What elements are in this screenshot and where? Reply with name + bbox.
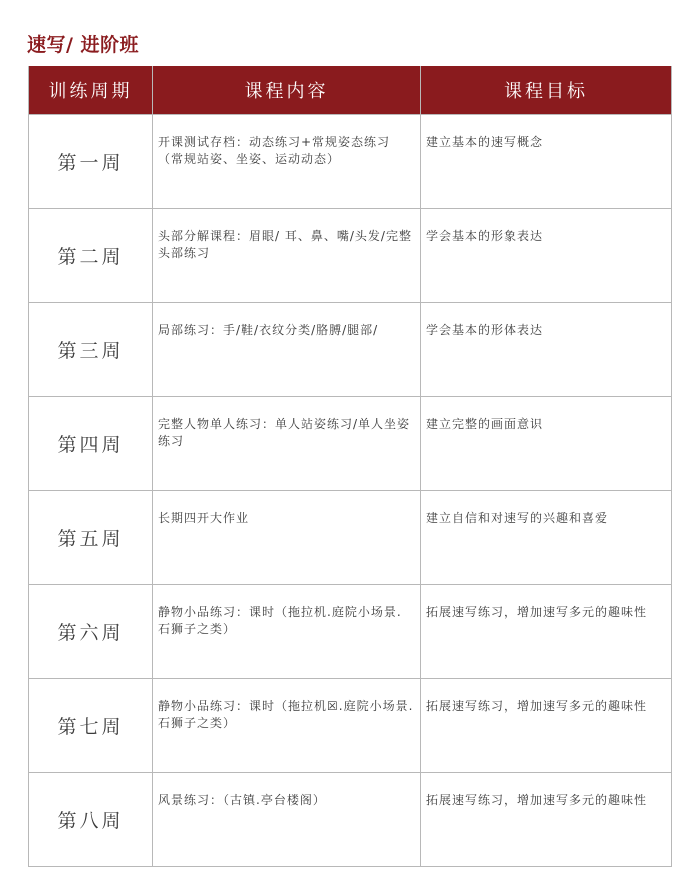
table-row (29, 585, 672, 679)
content-text: 开课测试存档：动态练习+常规姿态练习（常规站姿、坐姿、运动动态） (158, 135, 391, 166)
goal-text: 建立完整的画面意识 (426, 417, 544, 431)
content-cell (153, 303, 421, 397)
content-cell (153, 679, 421, 773)
content-text: 完整人物单人练习：单人站姿练习/单人坐姿练习 (158, 417, 411, 448)
content-cell (153, 491, 421, 585)
table-row (29, 303, 672, 397)
page-title: 速写/ 进阶班 (27, 34, 140, 56)
column-header-content: 课程内容 (153, 66, 421, 115)
goal-cell (421, 491, 672, 585)
goal-text: 拓展速写练习，增加速写多元的趣味性 (426, 793, 648, 807)
content-cell (153, 209, 421, 303)
goal-cell (421, 585, 672, 679)
goal-text: 建立基本的速写概念 (426, 135, 544, 149)
table-row (29, 773, 672, 867)
week-cell: 第三周 (29, 303, 153, 397)
table-row (29, 397, 672, 491)
goal-cell (421, 303, 672, 397)
content-text: 长期四开大作业 (158, 511, 250, 525)
content-text: 静物小品练习：课时（拖拉机.庭院小场景.石狮子之类） (158, 605, 402, 636)
content-cell (153, 115, 421, 209)
table-row (29, 115, 672, 209)
goal-cell (421, 209, 672, 303)
week-cell: 第八周 (29, 773, 153, 867)
goal-text: 拓展速写练习，增加速写多元的趣味性 (426, 699, 648, 713)
week-cell: 第一周 (29, 115, 153, 209)
goal-cell (421, 679, 672, 773)
table-row (29, 679, 672, 773)
table-header-row (29, 66, 672, 115)
content-text: 头部分解课程：眉眼/ 耳、鼻、嘴/头发/完整头部练习 (158, 229, 412, 260)
column-header-goal: 课程目标 (421, 66, 672, 115)
content-text: 风景练习：（古镇.亭台楼阁） (158, 793, 326, 807)
content-text: 局部练习：手/鞋/衣纹分类/胳膊/腿部/ (158, 323, 379, 337)
week-cell: 第六周 (29, 585, 153, 679)
week-cell: 第四周 (29, 397, 153, 491)
goal-cell (421, 397, 672, 491)
table-row (29, 491, 672, 585)
content-cell (153, 773, 421, 867)
goal-text: 学会基本的形体表达 (426, 323, 544, 337)
schedule-table (28, 66, 672, 867)
week-cell: 第五周 (29, 491, 153, 585)
column-header-period: 训练周期 (29, 66, 153, 115)
goal-text: 建立自信和对速写的兴趣和喜爱 (426, 511, 609, 525)
goal-cell (421, 115, 672, 209)
goal-text: 学会基本的形象表达 (426, 229, 544, 243)
week-cell: 第二周 (29, 209, 153, 303)
table-row (29, 209, 672, 303)
goal-cell (421, 773, 672, 867)
content-cell (153, 397, 421, 491)
content-text: 静物小品练习：课时（拖拉机☒.庭院小场景.石狮子之类） (158, 699, 414, 730)
goal-text: 拓展速写练习，增加速写多元的趣味性 (426, 605, 648, 619)
content-cell (153, 585, 421, 679)
week-cell: 第七周 (29, 679, 153, 773)
